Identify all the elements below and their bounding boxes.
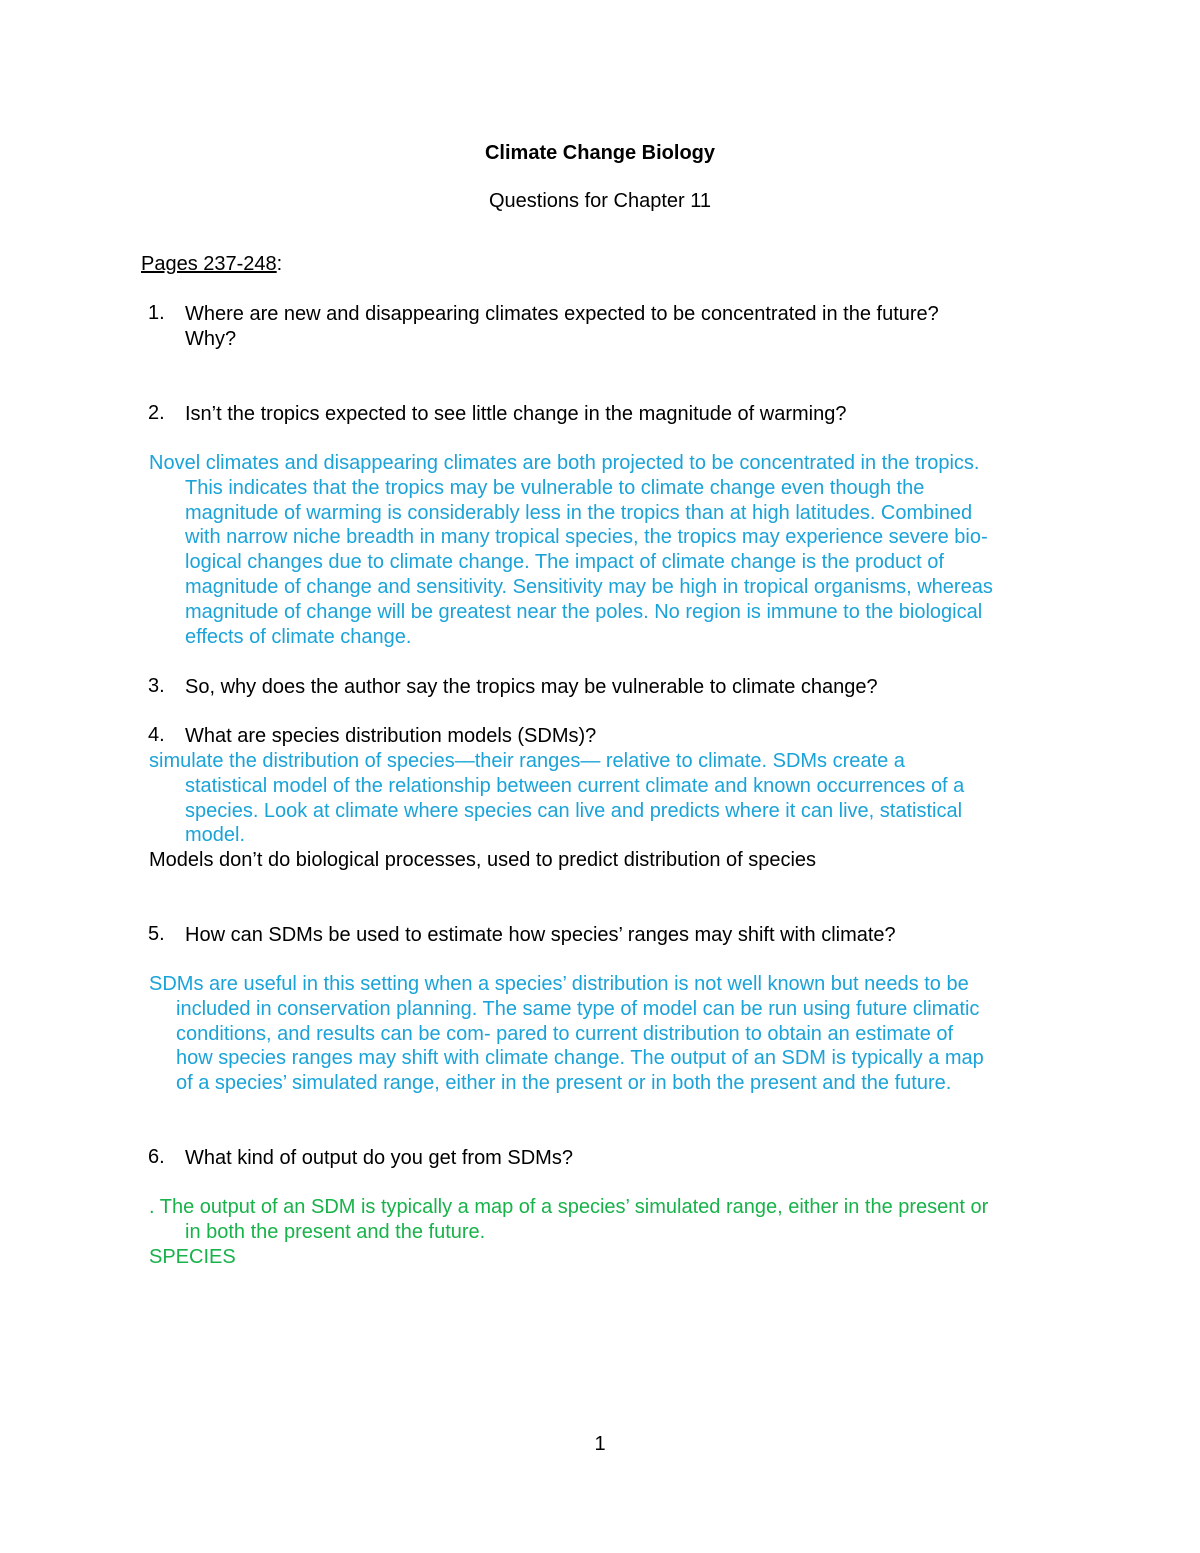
pages-colon: : [276,253,283,275]
question-text: Isn’t the tropics expected to see little change in the magnitude of warming? [185,403,847,425]
answer-line: This indicates that the tropics may be vulnerable to climate change even though the [185,476,925,499]
answer-2 [149,451,993,649]
question-number: 4. [148,724,165,746]
answer-line: with narrow niche breadth in many tropical species, the tropics may experience severe bio- [185,526,988,549]
answer-line: of a species’ simulated range, either in the present or in both the present and the future. [176,1072,952,1095]
question-number: 2. [148,402,165,424]
question-number: 5. [148,923,165,945]
question-text: How can SDMs be used to estimate how species’ ranges may shift with climate? [185,924,896,946]
question-number: 6. [148,1146,165,1168]
answer-line: magnitude of change will be greatest near the poles. No region is immune to the biological [185,600,983,623]
answer-line: magnitude of change and sensitivity. Sensitivity may be high in tropical organisms, whereas [185,575,993,598]
question-number: 1. [148,302,165,324]
question-text: What kind of output do you get from SDMs? [185,1147,573,1169]
answer-line: in both the present and the future. [185,1220,486,1243]
answer-line: SDMs are useful in this setting when a species’ distribution is not well known but needs to be [149,973,969,995]
answer-note: Models don’t do biological processes, used to predict distribution of species [149,849,817,872]
answer-line: included in conservation planning. The same type of model can be run using future climatic [176,997,980,1020]
question-number: 3. [148,675,165,697]
answer-line: . The output of an SDM is typically a map of a species’ simulated range, either in the present or [149,1196,989,1218]
answer-5 [149,972,984,1096]
answer-line: species. Look at climate where species can live and predicts where it can live, statistical [185,799,963,822]
answer-line: conditions, and results can be com- pared to current distribution to obtain an estimate of [176,1022,954,1045]
answer-4 [149,749,964,873]
document-subtitle: Questions for Chapter 11 [489,190,711,212]
answer-line: how species ranges may shift with climate change. The output of an SDM is typically a map [176,1047,984,1070]
page-number: 1 [594,1433,606,1455]
answer-6 [149,1195,988,1269]
document-title: Climate Change Biology [484,142,716,164]
answer-line: logical changes due to climate change. The impact of climate change is the product of [185,551,944,574]
answer-line: effects of climate change. [185,625,412,648]
answer-line: magnitude of warming is considerably less in the tropics than at high latitudes. Combined [185,501,973,524]
answer-line: SPECIES [149,1245,236,1268]
answer-line: model. [185,824,246,847]
question-text: What are species distribution models (SDMs)? [185,725,597,747]
question-text: Where are new and disappearing climates expected to be concentrated in the future? Why? [185,303,939,350]
answer-line: simulate the distribution of species—their ranges— relative to climate. SDMs create a [149,750,905,772]
answer-line: statistical model of the relationship between current climate and known occurrences of a [185,774,965,797]
pages-range: Pages 237-248 [141,253,277,275]
answer-line: Novel climates and disappearing climates are both projected to be concentrated in the tropics. [149,452,980,474]
question-text: So, why does the author say the tropics may be vulnerable to climate change? [185,676,878,698]
pages-label [141,253,282,276]
